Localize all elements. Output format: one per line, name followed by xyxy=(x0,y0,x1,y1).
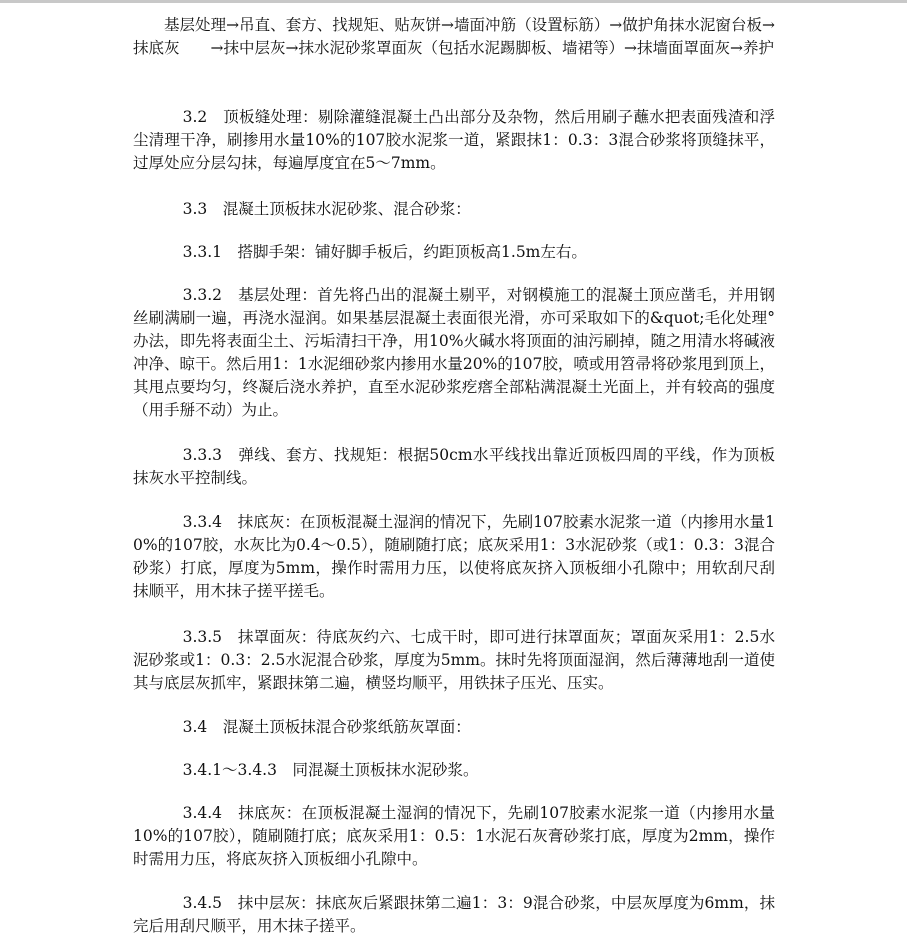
paragraph-3-4-4: 3.4.4 抹底灰：在顶板混凝土湿润的情况下，先刷107胶素水泥浆一道（内掺用水量 10%的107胶），随刷随打底；底灰采用1：0.5：1水泥石灰膏砂浆打底，厚度为2mm，操作时需用力压，将底灰挤入顶板细小孔隙中。 xyxy=(133,804,791,868)
paragraph-process-flow: 基层处理→吊直、套方、找规矩、贴灰饼→墙面冲筋（设置标筋）→做护角抹水泥窗台板→抹底灰 →抹中层灰→抹水泥砂浆罩面灰（包括水泥踢脚板、墙裙等）→抹墙面罩面灰→养护 xyxy=(133,16,775,57)
paragraph-3-2: 3.2 顶板缝处理：剔除灌缝混凝土凸出部分及杂物，然后用刷子蘸水把表面残渣和浮尘清理干净，刷掺用水量10%的107胶水泥浆一道，紧跟抹1：0.3：3混合砂浆将顶缝抹平，过厚处应分层勾抹，每遍厚度宜在5～7mm。 xyxy=(133,108,775,172)
paragraph-3-4-5: 3.4.5 抹中层灰：抹底灰后紧跟抹第二遍1：3：9混合砂浆，中层灰厚度为6mm，抹完后用刮尺顺平，用木抹子搓平。 xyxy=(133,894,775,935)
paragraph-3-4-1: 3.4.1～3.4.3 同混凝土顶板抹水泥砂浆。 xyxy=(182,761,479,779)
paragraph-3-3-4: 3.3.4 抹底灰：在顶板混凝土湿润的情况下，先刷107胶素水泥浆一道（内掺用水量10%的107胶，水灰比为0.4～0.5），随刷随打底；底灰采用1：3水泥砂浆（或1：0.3：3混合砂浆）打底，厚度为5mm，操作时需用力压，以使将底灰挤入顶板细小孔隙中；用软刮尺刮抹顺平，用木抹子搓平搓毛。 xyxy=(133,513,775,600)
paragraph-3-3: 3.3 混凝土顶板抹水泥砂浆、混合砂浆： xyxy=(182,200,471,218)
paragraph-3-4: 3.4 混凝土顶板抹混合砂浆纸筋灰罩面： xyxy=(182,718,471,736)
paragraph-3-3-1: 3.3.1 搭脚手架：铺好脚手板后，约距顶板高1.5m左右。 xyxy=(182,243,587,261)
paragraph-3-3-2: 3.3.2 基层处理：首先将凸出的混凝土剔平，对钢模施工的混凝土顶应凿毛，并用钢丝刷满刷一遍，再浇水湿润。如果基层混凝土表面很光滑，亦可采取如下的&quot;毛化处理°办法，即先将表面尘土、污垢清扫干净，用10%火碱水将顶面的油污刷掉，随之用清水将碱液冲净、晾干。然后用1：1水泥细砂浆内掺用水量20%的107胶，喷或用笤帚将砂浆甩到顶上，其甩点要均匀，终凝后浇水养护，直至水泥砂浆疙瘩全部粘满混凝土光面上，并有较高的强度（用手掰不动）为止。 xyxy=(133,286,775,419)
paragraph-3-3-5: 3.3.5 抹罩面灰：待底灰约六、七成干时，即可进行抹罩面灰；罩面灰采用1：2.5水泥砂浆或1：0.3：2.5水泥混合砂浆，厚度为5mm。抹时先将顶面湿润，然后薄薄地刮一道使其与底层灰抓牢，紧跟抹第二遍，横竖均顺平，用铁抹子压光、压实。 xyxy=(133,628,775,692)
paragraph-3-3-3: 3.3.3 弹线、套方、找规矩：根据50cm水平线找出靠近顶板四周的平线，作为顶板抹灰水平控制线。 xyxy=(133,446,775,487)
